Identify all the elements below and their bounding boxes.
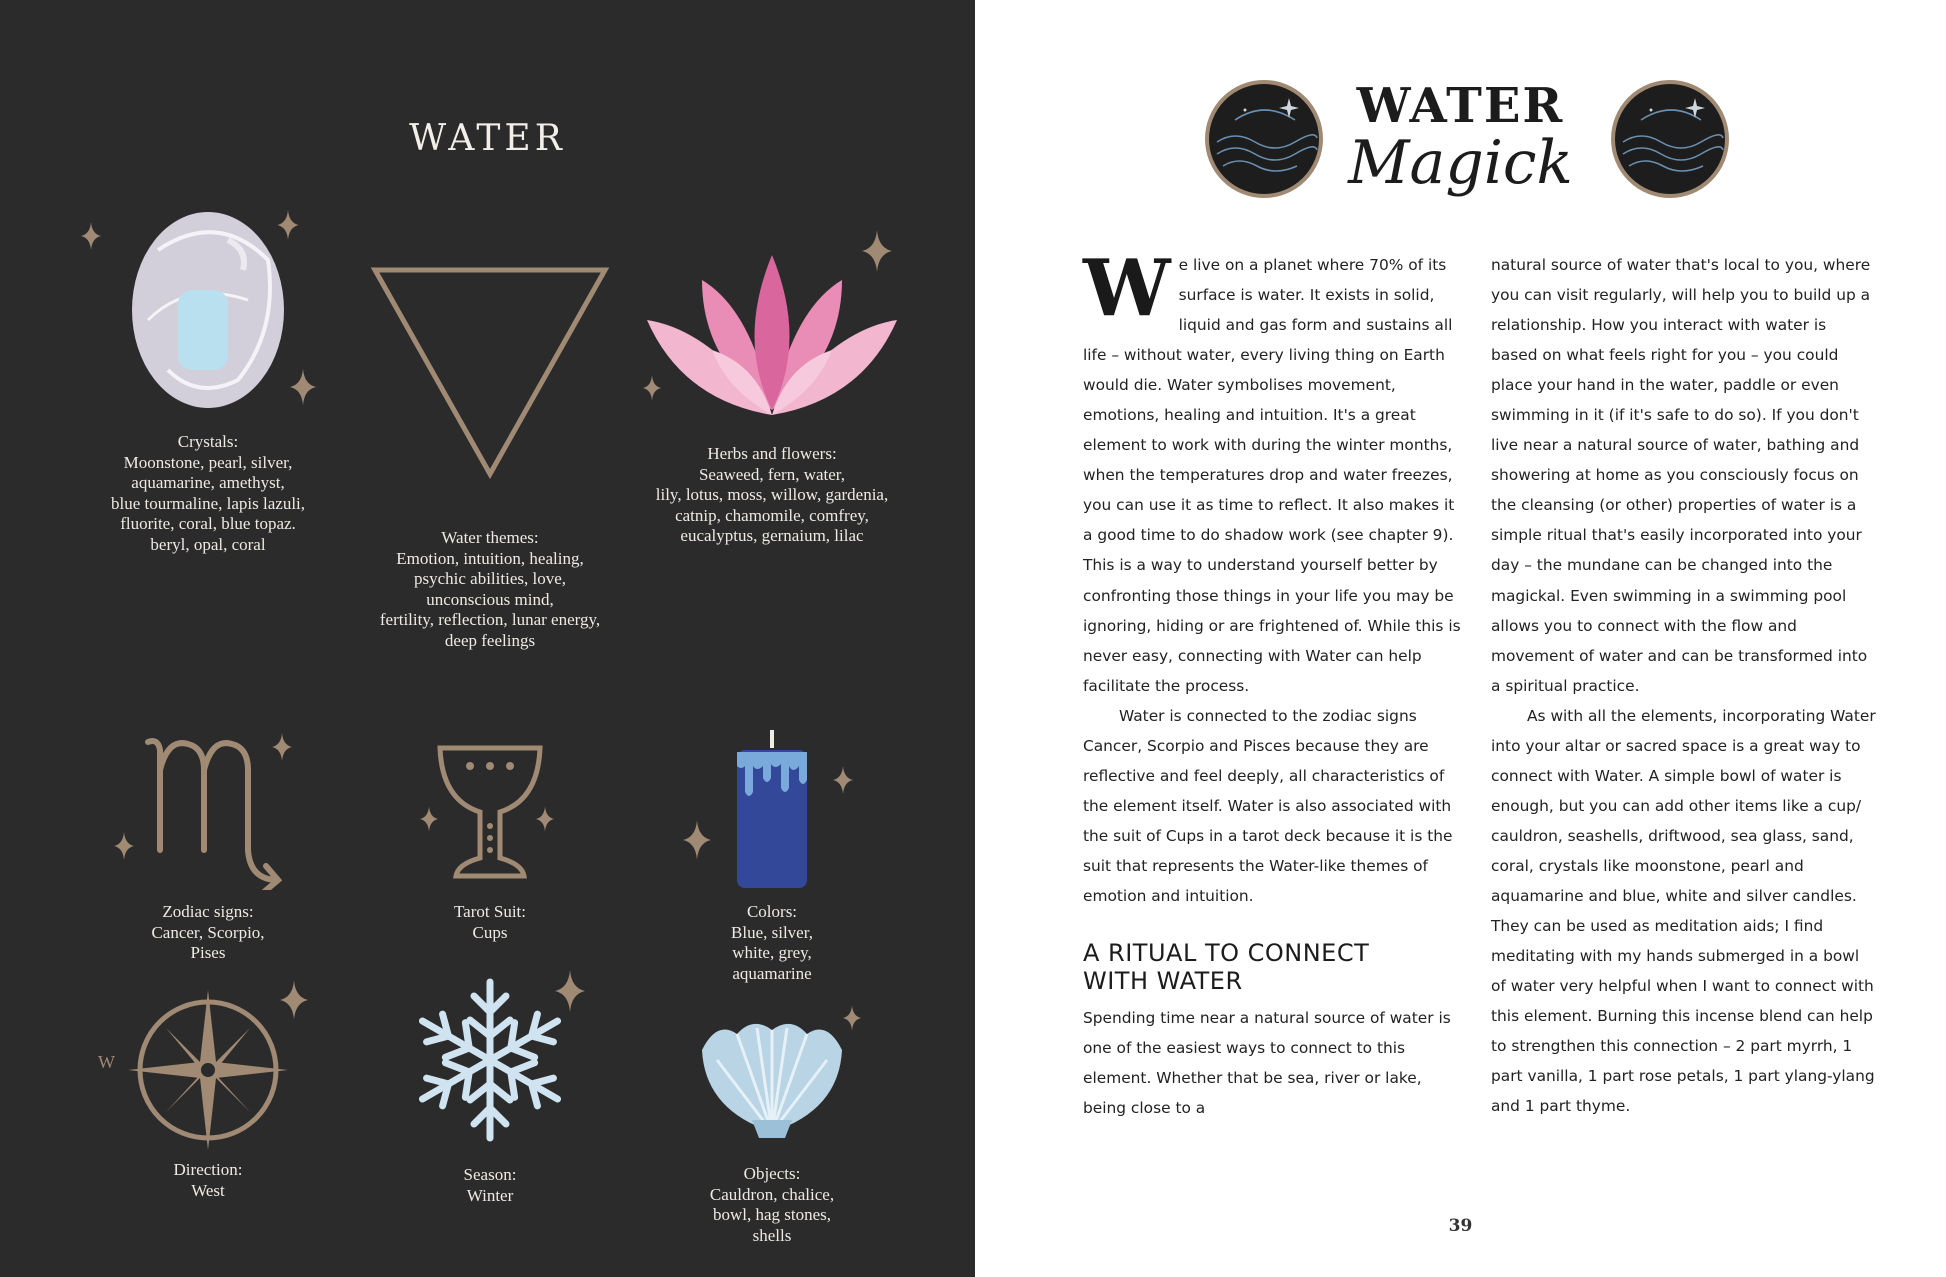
direction-item xyxy=(58,990,358,1201)
water-themes-caption: Water themes: Emotion, intuition, healing, psychic abilities, love, unconscious mind, fertility, reflection, lunar energy, deep feelings xyxy=(379,528,601,650)
colors-caption: Colors: Blue, silver, white, grey, aquamarine xyxy=(731,902,813,983)
tarot-suit-caption: Tarot Suit: Cups xyxy=(453,902,526,942)
season-caption: Season: Winter xyxy=(463,1165,517,1205)
snowflake-icon xyxy=(410,975,570,1145)
colors-item xyxy=(622,730,922,984)
page-heading xyxy=(975,70,1946,210)
direction-caption: Direction: West xyxy=(173,1160,243,1200)
body-paragraph: Spending time near a natural source of water is one of the easiest ways to connect to this element. Whether that be sea, river or lake, being close to a xyxy=(1083,1009,1451,1118)
body-paragraph: As with all the elements, incorporating Water into your altar or sacred space is a great way to connect with Water. A simple bowl of water is enough, but you can add other items like a cup/ cauldron, seashells, driftwood, sea glass, sand, coral, crystals like moonstone, pearl and aquamarine and blue, white and silver candles. They can be used as meditation aids; I find meditating with my hands submerged in a bowl of water very helpful when I want to connect with this element. Burning this incense blend can help to strengthen this connection – 2 part myrrh, 1 part vanilla, 1 part rose petals, 1 part ylang-ylang and 1 part thyme. xyxy=(1491,706,1876,1116)
body-column-left xyxy=(1083,243,1468,1123)
objects-item xyxy=(622,1020,922,1246)
heading-magick: Magick xyxy=(1348,128,1573,198)
scorpio-glyph-icon xyxy=(128,730,288,890)
seashell-icon xyxy=(697,1020,847,1140)
body-paragraph: Water is connected to the zodiac signs Cancer, Scorpio and Pisces because they are reflective and feel deeply, all characteristics of the element itself. Water is also associated with the suit of Cups in a tarot deck because it is the suit that represents the Water-like themes of emotion and intuition. xyxy=(1083,706,1453,905)
crystals-caption: Crystals: Moonstone, pearl, silver, aquamarine, amethyst, blue tourmaline, lapis lazuli, fluorite, coral, blue topaz. beryl, opal, coral xyxy=(110,432,306,554)
body-paragraph: We live on a planet where 70% of its surface is water. It exists in solid, liquid and gas form and sustains all life – without water, every living thing on Earth would die. Water symbolises movement, emotions, healing and intuition. It's a great element to work with during the winter months, when the temperatures drop and water freezes, you can use it as time to reflect. It also makes it a good time to do shadow work (see chapter 9). This is a way to understand yourself better by confronting those things in your life you may be ignoring, hiding or are frightened of. While this is never easy, connecting with Water can help facilitate the process. xyxy=(1083,243,1461,695)
body-column-right xyxy=(1491,250,1876,1121)
body-paragraph: natural source of water that's local to you, where you can visit regularly, will help you to build up a relationship. How you interact with water is based on what feels right for you – you could place your hand in the water, paddle or even swimming in it (if it's safe to do so). If you don't live near a natural source of water, bathing and showering at home as you consciously focus on the cleansing (or other) properties of water is a simple ritual that's easily incorporated into your day – the mundane can be changed into the magickal. Even swimming in a swimming pool allows you to connect with the flow and movement of water and can be transformed into a spiritual practice. xyxy=(1491,256,1871,695)
page-number: 39 xyxy=(1448,1216,1473,1236)
water-triangle-icon xyxy=(365,262,615,482)
crystals-item xyxy=(58,210,358,555)
left-page-title: WATER xyxy=(409,118,566,159)
blue-candle-icon xyxy=(727,730,817,890)
chalice-icon xyxy=(430,740,550,880)
herbs-flowers-caption: Herbs and flowers: Seaweed, fern, water, lily, lotus, moss, willow, gardenia, catnip, chamomile, comfrey, eucalyptus, gernaium, lilac xyxy=(655,444,889,545)
herbs-flowers-item xyxy=(622,250,922,547)
ritual-subheading: A RITUAL TO CONNECT WITH WATER xyxy=(1083,939,1370,996)
tarot-suit-item xyxy=(340,740,640,943)
zodiac-caption: Zodiac signs: Cancer, Scorpio, Pises xyxy=(151,902,265,962)
water-themes-item xyxy=(340,262,640,651)
zodiac-item xyxy=(58,730,358,964)
heading-water: WATER xyxy=(1356,78,1565,134)
water-waves-icon xyxy=(1611,80,1729,198)
compass-west-label: W xyxy=(98,1052,115,1072)
right-page xyxy=(975,0,1946,1277)
compass-rose-icon xyxy=(128,990,288,1150)
water-badge-right xyxy=(1611,80,1729,202)
moonstone-crystal-icon xyxy=(128,210,288,410)
drop-cap: W xyxy=(1083,243,1171,334)
season-item xyxy=(340,975,640,1206)
objects-caption: Objects: Cauldron, chalice, bowl, hag stones, shells xyxy=(709,1164,835,1245)
lotus-flower-icon xyxy=(642,250,902,420)
